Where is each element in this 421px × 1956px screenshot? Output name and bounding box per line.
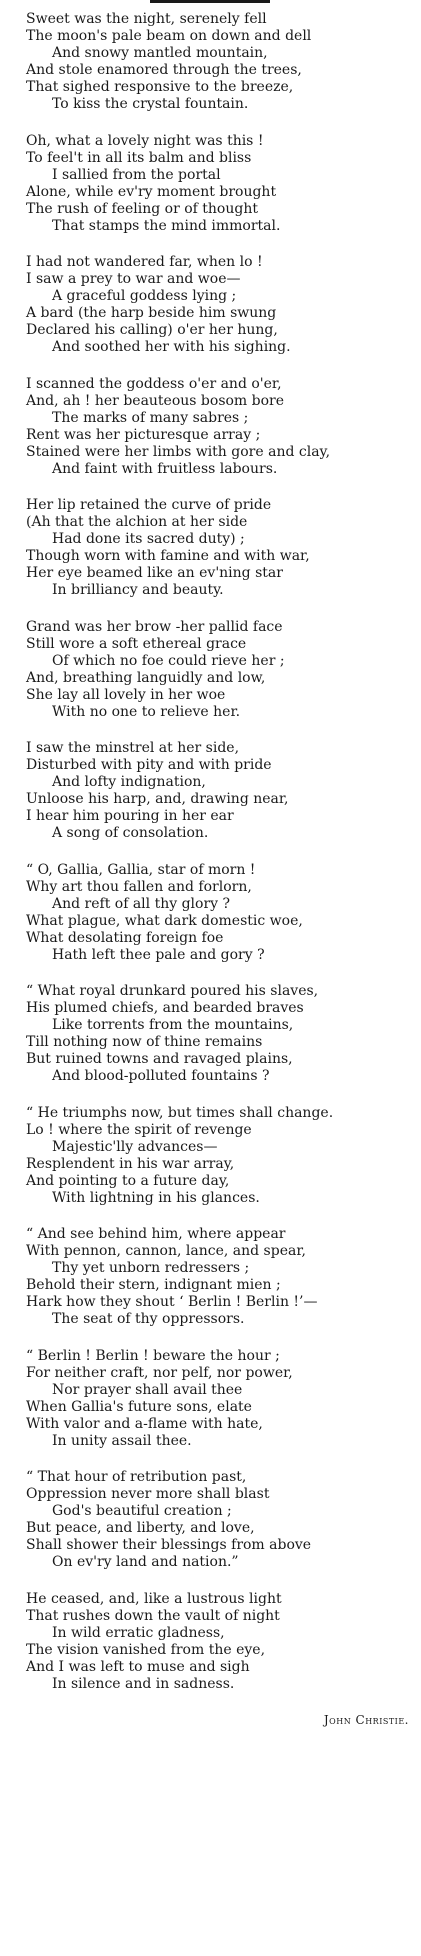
stanza: [26, 619, 415, 721]
poem-line: And stole enamored through the trees,: [26, 62, 302, 78]
poem-line: And soothed her with his sighing.: [52, 339, 291, 355]
poem-line: And snowy mantled mountain,: [52, 45, 268, 61]
poem-line: To kiss the crystal fountain.: [52, 96, 249, 112]
poem-line: Behold their stern, indignant mien ;: [26, 1277, 281, 1293]
poem-line: “ He triumphs now, but times shall change.: [26, 1104, 334, 1121]
stanza: [26, 1469, 415, 1571]
poem-line: Hark how they shout ‘ Berlin ! Berlin !’—: [26, 1294, 318, 1310]
poem-line: Sweet was the night, serenely fell: [26, 11, 267, 27]
poem-line: In wild erratic gladness,: [52, 1624, 225, 1641]
poem-line: And reft of all thy glory ?: [52, 895, 231, 912]
poem-line: The seat of thy oppressors.: [52, 1311, 245, 1327]
poem-line: With pennon, cannon, lance, and spear,: [26, 1243, 306, 1259]
poem-line: Grand was her brow -her pallid face: [26, 618, 283, 635]
poem-line: To feel't in all its balm and bliss: [26, 149, 252, 166]
poem-line: And I was left to muse and sigh: [26, 1658, 250, 1675]
stanza: [26, 133, 415, 235]
poem-line: And, breathing languidly and low,: [26, 669, 266, 686]
poem-line: With no one to relieve her.: [52, 703, 241, 720]
poem-line: With lightning in his glances.: [52, 1189, 260, 1206]
poem-line: Thy yet unborn redressers ;: [52, 1260, 250, 1276]
poem-line: And pointing to a future day,: [26, 1172, 230, 1189]
poem-line: Declared his calling) o'er her hung,: [26, 322, 278, 338]
poem-line: Nor prayer shall avail thee: [52, 1381, 243, 1398]
poem-line: Her lip retained the curve of pride: [26, 497, 272, 513]
poem-line: The vision vanished from the eye,: [26, 1641, 266, 1658]
poem-line: The rush of feeling or of thought: [26, 200, 258, 217]
poem-line: I had not wandered far, when lo !: [26, 254, 263, 270]
poem-line: In silence and in sadness.: [52, 1675, 235, 1692]
poem-line: What plague, what dark domestic woe,: [26, 912, 303, 929]
poem-line: God's beautiful creation ;: [52, 1503, 232, 1519]
poem-line: He ceased, and, like a lustrous light: [26, 1590, 282, 1607]
poem-line: Had done its sacred duty) ;: [52, 531, 245, 547]
poem-line: “ What royal drunkard poured his slaves,: [26, 983, 319, 999]
poem-line: Of which no foe could rieve her ;: [52, 652, 285, 669]
top-rule: [150, 0, 270, 3]
poem-line: Why art thou fallen and forlorn,: [26, 878, 252, 895]
stanza: [26, 862, 415, 964]
poem-line: Unloose his harp, and, drawing near,: [26, 791, 289, 807]
poem-line: A bard (the harp beside him swung: [26, 305, 277, 321]
poem-line: With valor and a-flame with hate,: [26, 1415, 263, 1432]
poem-line: Resplendent in his war array,: [26, 1155, 235, 1172]
poem-line: I hear him pouring in her ear: [26, 808, 234, 824]
stanza: [26, 1591, 415, 1693]
poem-line: “ That hour of retribution past,: [26, 1469, 247, 1485]
poem-line: And blood-polluted fountains ?: [52, 1068, 270, 1084]
poem-line: She lay all lovely in her woe: [26, 686, 226, 703]
poem-line: In brilliancy and beauty.: [52, 582, 224, 598]
poem-line: That rushes down the vault of night: [26, 1607, 280, 1624]
poem-line: Oppression never more shall blast: [26, 1486, 270, 1502]
poem-line: A song of consolation.: [52, 825, 209, 841]
poem-line: Alone, while ev'ry moment brought: [26, 183, 277, 200]
poem-line: I sallied from the portal: [52, 166, 221, 183]
poem-line: What desolating foreign foe: [26, 929, 224, 946]
poem-line: Lo ! where the spirit of revenge: [26, 1121, 252, 1138]
stanza: [26, 983, 415, 1085]
poem-line: “ And see behind him, where appear: [26, 1226, 286, 1242]
poem-line: Shall shower their blessings from above: [26, 1537, 312, 1553]
poem-line: Disturbed with pity and with pride: [26, 757, 272, 773]
poem-line: Majestic'lly advances—: [52, 1138, 218, 1155]
poem-line: The marks of many sabres ;: [52, 409, 249, 426]
poem-line: A graceful goddess lying ;: [52, 288, 237, 304]
stanza: [26, 740, 415, 842]
poem-line: Hath left thee pale and gory ?: [52, 946, 265, 963]
poem-line: Rent was her picturesque array ;: [26, 426, 261, 443]
stanza: [26, 376, 415, 478]
stanza: [26, 11, 415, 113]
stanza: [26, 497, 415, 599]
poem-line: Oh, what a lovely night was this !: [26, 132, 264, 149]
poem-line: That stamps the mind immortal.: [52, 217, 281, 234]
stanza: [26, 1348, 415, 1450]
stanza: [26, 1105, 415, 1207]
stanza: [26, 1226, 415, 1328]
poem-line: Still wore a soft ethereal grace: [26, 635, 247, 652]
poem-line: I scanned the goddess o'er and o'er,: [26, 375, 282, 392]
poem-line: Her eye beamed like an ev'ning star: [26, 565, 283, 581]
poem-line: Though worn with famine and with war,: [26, 548, 310, 564]
poem-line: His plumed chiefs, and bearded braves: [26, 1000, 304, 1016]
poem-line: Like torrents from the mountains,: [52, 1017, 294, 1033]
poem-line: In unity assail thee.: [52, 1432, 192, 1449]
poem-line: (Ah that the alchion at her side: [26, 514, 248, 530]
poem-line: And, ah ! her beauteous bosom bore: [26, 392, 285, 409]
poem-line: The moon's pale beam on down and dell: [26, 28, 312, 44]
poem-line: I saw the minstrel at her side,: [26, 740, 240, 756]
author-signature: John Christie.: [323, 1713, 409, 1727]
poem-line: But peace, and liberty, and love,: [26, 1520, 255, 1536]
poem-line: When Gallia's future sons, elate: [26, 1398, 252, 1415]
poem: [26, 0, 415, 1693]
poem-line: That sighed responsive to the breeze,: [26, 79, 294, 95]
poem-line: And lofty indignation,: [52, 774, 206, 790]
poem-line: Stained were her limbs with gore and clay,: [26, 443, 331, 460]
poem-line: On ev'ry land and nation.”: [52, 1554, 239, 1570]
poem-line: Till nothing now of thine remains: [26, 1034, 263, 1050]
poem-line: But ruined towns and ravaged plains,: [26, 1051, 293, 1067]
poem-line: For neither craft, nor pelf, nor power,: [26, 1364, 293, 1381]
poem-line: “ O, Gallia, Gallia, star of morn !: [26, 861, 256, 878]
poem-line: And faint with fruitless labours.: [52, 460, 278, 477]
poem-line: “ Berlin ! Berlin ! beware the hour ;: [26, 1347, 280, 1364]
poem-line: I saw a prey to war and woe—: [26, 271, 241, 287]
stanza: [26, 254, 415, 356]
